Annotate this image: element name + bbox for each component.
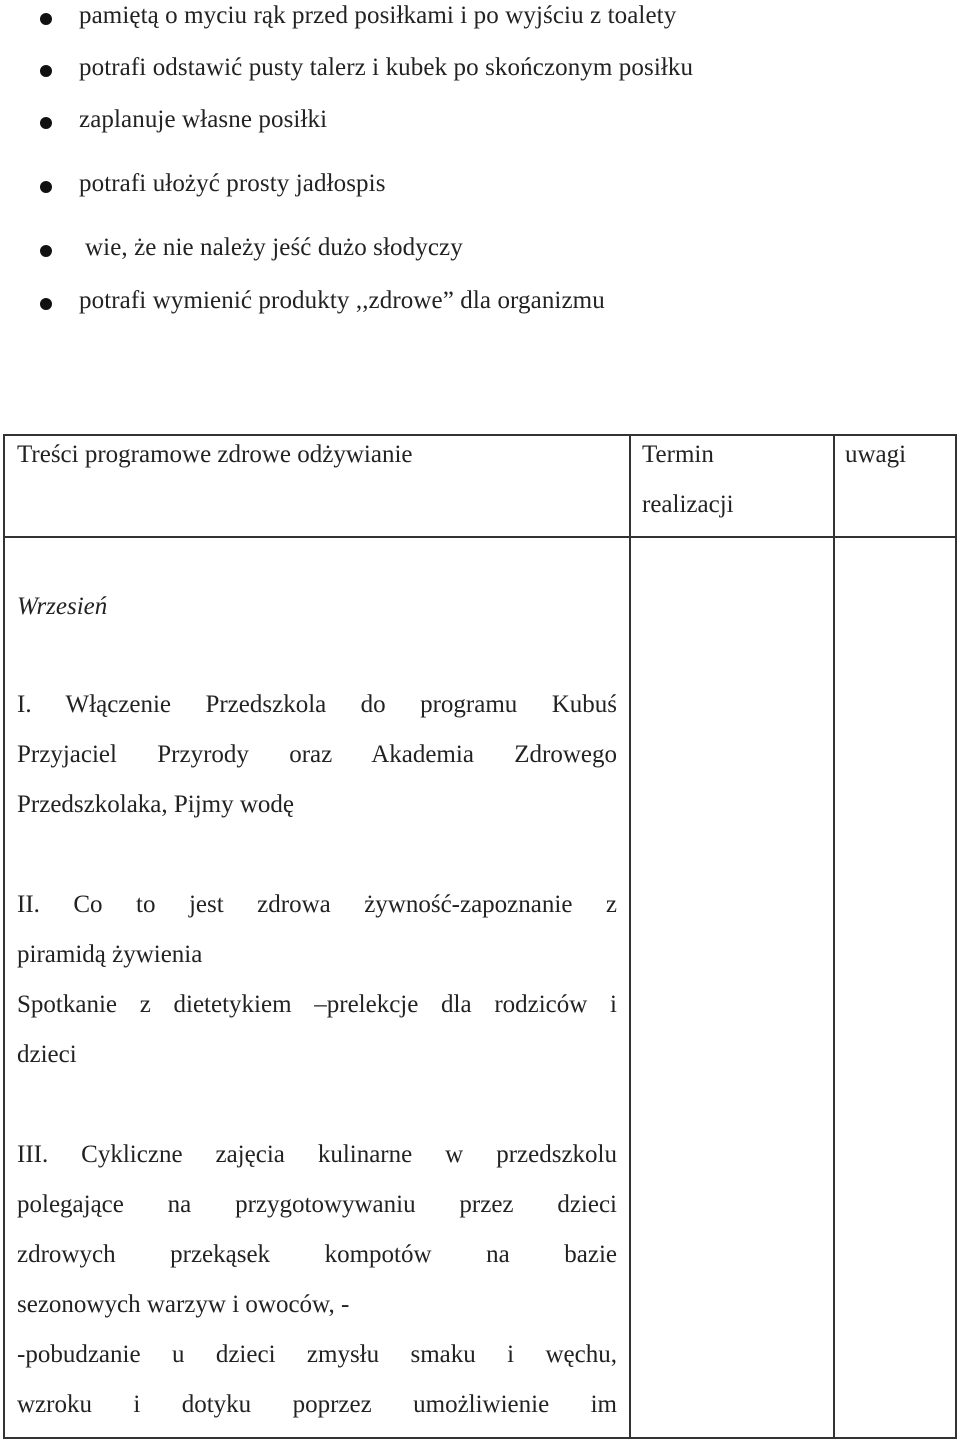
list-item-text: potrafi ułożyć prosty jadłospis bbox=[79, 170, 386, 197]
header-content: Treści programowe zdrowe odżywianie bbox=[17, 441, 413, 468]
list-item-text: potrafi odstawić pusty talerz i kubek po skończonym posiłku bbox=[79, 54, 694, 81]
program-item-3 bbox=[17, 1130, 617, 1430]
list-item-text: wie, że nie należy jeść dużo słodyczy bbox=[85, 234, 463, 261]
list-item-text: zaplanuje własne posiłki bbox=[79, 106, 328, 133]
paragraph-line: -pobudzanie u dzieci zmysłu smaku i węchu, bbox=[17, 1341, 617, 1368]
column-divider bbox=[629, 436, 631, 1437]
paragraph-line: polegające na przygotowywaniu przez dzieci bbox=[17, 1191, 617, 1218]
paragraph-line: Przedszkolaka, Pijmy wodę bbox=[17, 791, 295, 818]
list-item-text: pamiętą o myciu rąk przed posiłkami i po wyjściu z toalety bbox=[79, 2, 677, 29]
paragraph-line: Spotkanie z dietetykiem –prelekcje dla rodziców i bbox=[17, 991, 617, 1018]
bullet-icon bbox=[40, 245, 52, 257]
list-item bbox=[0, 104, 960, 144]
bullet-icon bbox=[40, 65, 52, 77]
bullet-icon bbox=[40, 298, 52, 310]
paragraph-line: II. Co to jest zdrowa żywność-zapoznanie z bbox=[17, 891, 617, 918]
paragraph-line: wzroku i dotyku poprzez umożliwienie im bbox=[17, 1391, 617, 1418]
program-item-2 bbox=[17, 880, 617, 1080]
paragraph-line: dzieci bbox=[17, 1041, 77, 1068]
bullet-icon bbox=[40, 13, 52, 25]
program-item-1 bbox=[17, 680, 617, 830]
paragraph-line: zdrowych przekąsek kompotów na bazie bbox=[17, 1241, 617, 1268]
list-item bbox=[0, 0, 960, 40]
list-item bbox=[0, 52, 960, 92]
header-term-line2: realizacji bbox=[642, 491, 734, 518]
column-divider bbox=[833, 436, 835, 1437]
paragraph-line: Przyjaciel Przyrody oraz Akademia Zdrowego bbox=[17, 741, 617, 768]
header-divider bbox=[5, 536, 955, 538]
program-table bbox=[3, 434, 957, 1439]
bullet-icon bbox=[40, 181, 52, 193]
list-item bbox=[0, 232, 960, 272]
paragraph-line: III. Cykliczne zajęcia kulinarne w przedszkolu bbox=[17, 1141, 617, 1168]
paragraph-line: sezonowych warzyw i owoców, - bbox=[17, 1291, 350, 1318]
list-item bbox=[0, 285, 960, 325]
bullet-icon bbox=[40, 117, 52, 129]
paragraph-line: piramidą żywienia bbox=[17, 941, 203, 968]
header-notes: uwagi bbox=[845, 441, 907, 468]
month-label: Wrzesień bbox=[17, 593, 108, 620]
paragraph-line: I. Włączenie Przedszkola do programu Kubuś bbox=[17, 691, 617, 718]
list-item-text: potrafi wymienić produkty ,,zdrowe” dla organizmu bbox=[79, 287, 605, 314]
header-term-line1: Termin bbox=[642, 441, 714, 468]
list-item bbox=[0, 168, 960, 208]
